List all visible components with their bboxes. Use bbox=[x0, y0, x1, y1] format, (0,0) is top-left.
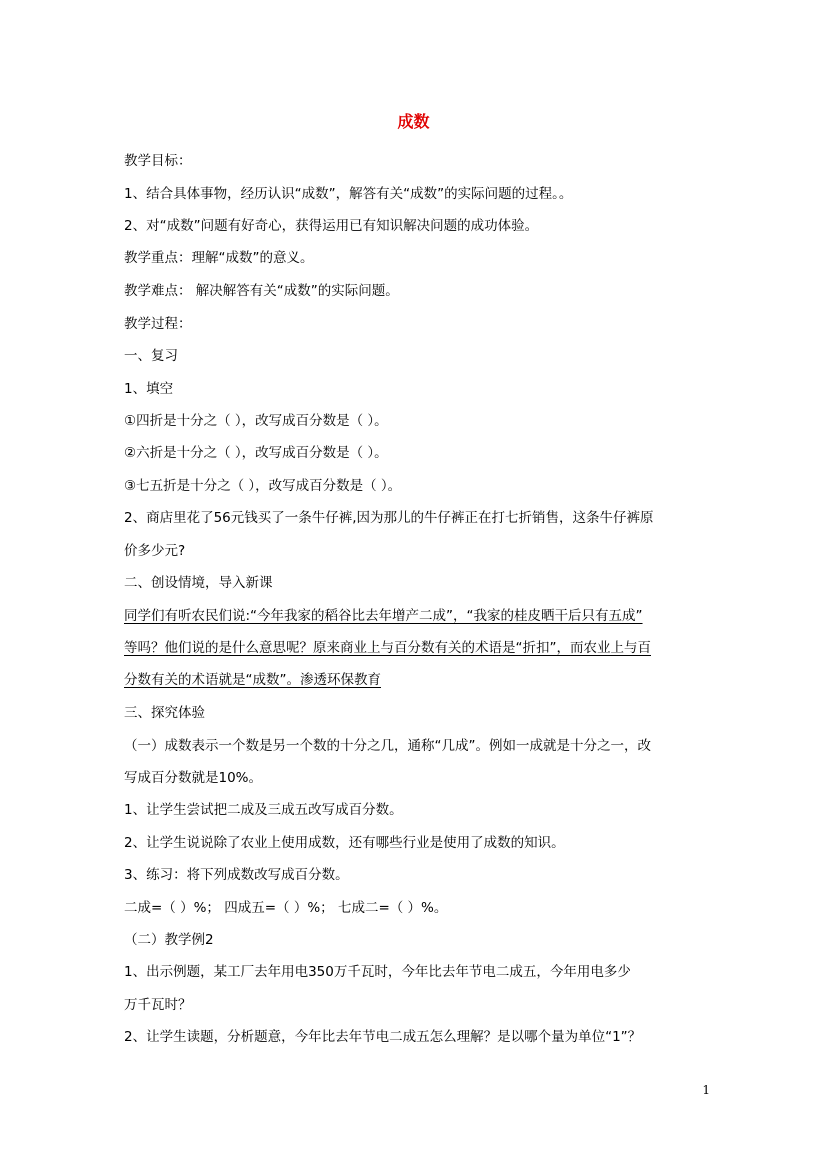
underlined-text-line: 分数有关的术语就是“成数”。渗透环保教育 bbox=[124, 672, 381, 688]
text-line: 2、让学生说说除了农业上使用成数，还有哪些行业是使用了成数的知识。 bbox=[124, 835, 565, 851]
underlined-text-line: 等吗？他们说的是什么意思呢？原来商业上与百分数有关的术语是“折扣”，而农业上与百 bbox=[124, 640, 651, 656]
text-line: 万千瓦时？ bbox=[124, 997, 192, 1013]
text-line: 教学目标： bbox=[124, 153, 192, 169]
text-line: ③七五折是十分之（ ），改写成百分数是（ ）。 bbox=[124, 478, 402, 494]
section-heading: 一、复习 bbox=[124, 348, 178, 364]
text-line: 价多少元? bbox=[124, 543, 186, 559]
text-line: ①四折是十分之（ ），改写成百分数是（ ）。 bbox=[124, 413, 388, 429]
text-line: 教学重点：理解“成数”的意义。 bbox=[124, 250, 314, 266]
text-line: 写成百分数就是10%。 bbox=[124, 770, 263, 786]
text-line: 2、商店里花了56元钱买了一条牛仔裤,因为那儿的牛仔裤正在打七折销售，这条牛仔裤原 bbox=[124, 510, 654, 526]
text-line: 1、填空 bbox=[124, 381, 174, 397]
section-heading: 二、创设情境，导入新课 bbox=[124, 575, 273, 591]
text-line: 2、对“成数”问题有好奇心，获得运用已有知识解决问题的成功体验。 bbox=[124, 218, 539, 234]
text-line: 1、出示例题，某工厂去年用电350万千瓦时，今年比去年节电二成五，今年用电多少 bbox=[124, 964, 631, 980]
page-number: 1 bbox=[702, 1083, 710, 1097]
text-line: （一）成数表示一个数是另一个数的十分之几，通称“几成”。例如一成就是十分之一，改 bbox=[124, 738, 651, 754]
underlined-text-line: 同学们有听农民们说:“今年我家的稻谷比去年增产二成”，“我家的桂皮晒干后只有五成” bbox=[124, 608, 643, 624]
document-title: 成数 bbox=[397, 112, 430, 131]
text-line: 3、练习：将下列成数改写成百分数。 bbox=[124, 867, 349, 883]
text-line: 二成=（ ）%； 四成五=（ ）%； 七成二=（ ）%。 bbox=[124, 900, 448, 916]
text-line: ②六折是十分之（ ），改写成百分数是（ ）。 bbox=[124, 445, 388, 461]
text-line: 教学难点： 解决解答有关“成数”的实际问题。 bbox=[124, 283, 399, 299]
text-line: 教学过程： bbox=[124, 316, 192, 332]
section-heading: 三、探究体验 bbox=[124, 705, 205, 721]
text-line: （二）教学例2 bbox=[124, 932, 214, 948]
text-line: 1、让学生尝试把二成及三成五改写成百分数。 bbox=[124, 802, 403, 818]
text-line: 1、结合具体事物，经历认识“成数”，解答有关“成数”的实际问题的过程。。 bbox=[124, 186, 573, 202]
text-line: 2、让学生读题，分析题意，今年比去年节电二成五怎么理解？是以哪个量为单位“1”？ bbox=[124, 1029, 642, 1045]
